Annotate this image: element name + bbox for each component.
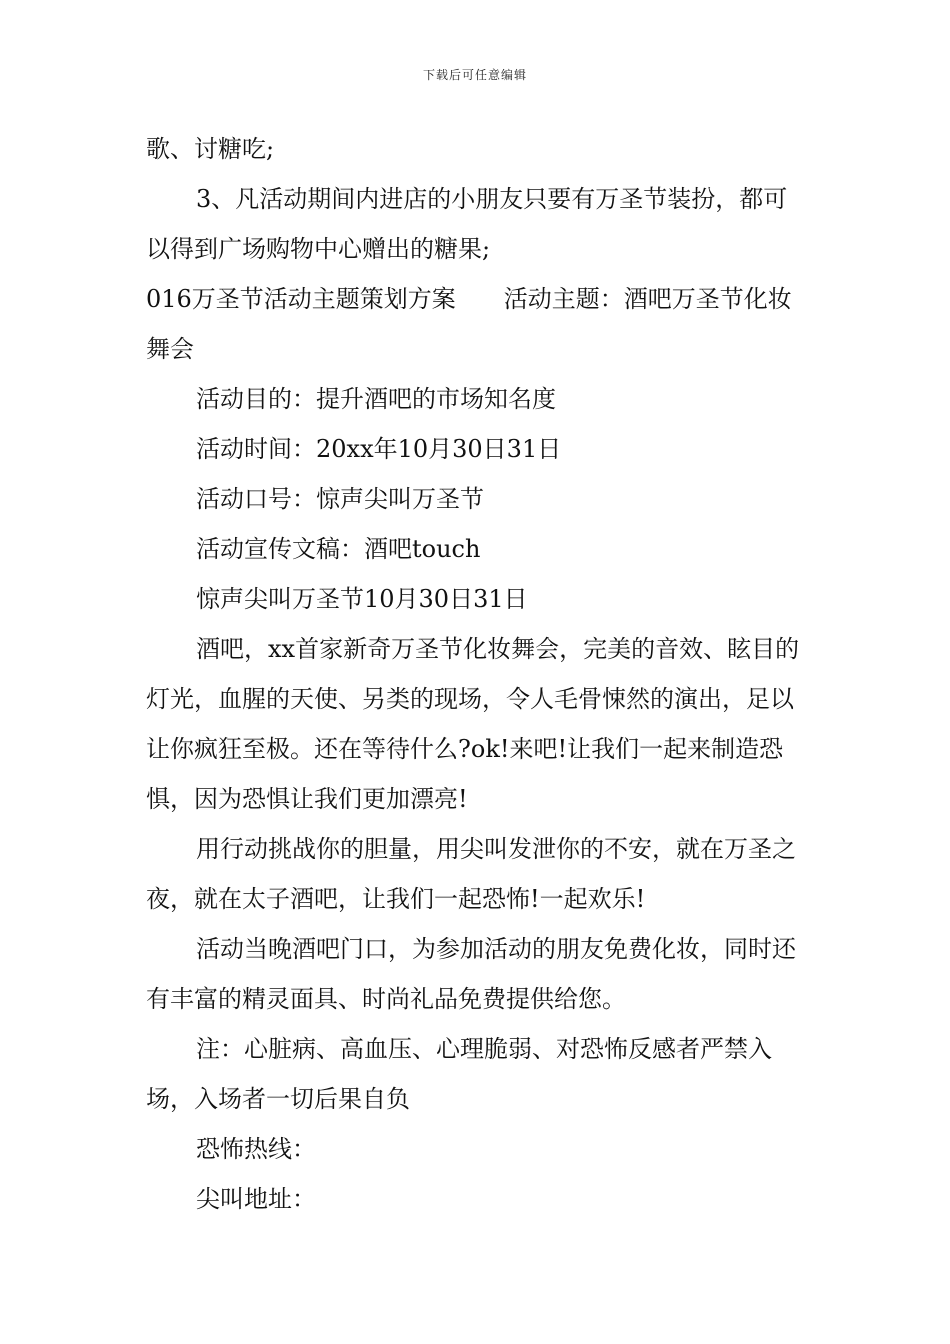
paragraph: 活动当晚酒吧门口，为参加活动的朋友免费化妆，同时还有丰富的精灵面具、时尚礼品免费提供给您。 [146, 935, 796, 1013]
paragraph: 恐怖热线： [196, 1135, 316, 1163]
document-body [146, 124, 806, 1224]
paragraph: 惊声尖叫万圣节10月30日31日 [196, 585, 528, 613]
paragraph: 活动目的：提升酒吧的市场知名度 [196, 385, 556, 413]
paragraph: 注：心脏病、高血压、心理脆弱、对恐怖反感者严禁入场，入场者一切后果自负 [146, 1035, 772, 1113]
paragraph: 活动时间：20xx年10月30日31日 [196, 435, 562, 463]
paragraph: 3、凡活动期间内进店的小朋友只要有万圣节装扮，都可以得到广场购物中心赠出的糖果; [146, 185, 788, 263]
paragraph: 活动口号：惊声尖叫万圣节 [196, 485, 484, 513]
paragraph: 酒吧，xx首家新奇万圣节化妆舞会，完美的音效、眩目的灯光，血腥的天使、另类的现场，令人毛骨悚然的演出，足以让你疯狂至极。还在等待什么?ok!来吧!让我们一起来制造恐惧，因为恐惧让我们更加漂亮! [146, 635, 800, 813]
paragraph-title: 016万圣节活动主题策划方案 活动主题：酒吧万圣节化妆舞会 [146, 285, 792, 363]
paragraph: 歌、讨糖吃; [146, 135, 275, 163]
paragraph: 活动宣传文稿：酒吧touch [196, 535, 481, 563]
paragraph: 用行动挑战你的胆量，用尖叫发泄你的不安，就在万圣之夜，就在太子酒吧，让我们一起恐怖!一起欢乐! [146, 835, 796, 913]
paragraph: 尖叫地址： [196, 1185, 316, 1213]
page-header: 下载后可任意编辑 [422, 68, 527, 82]
